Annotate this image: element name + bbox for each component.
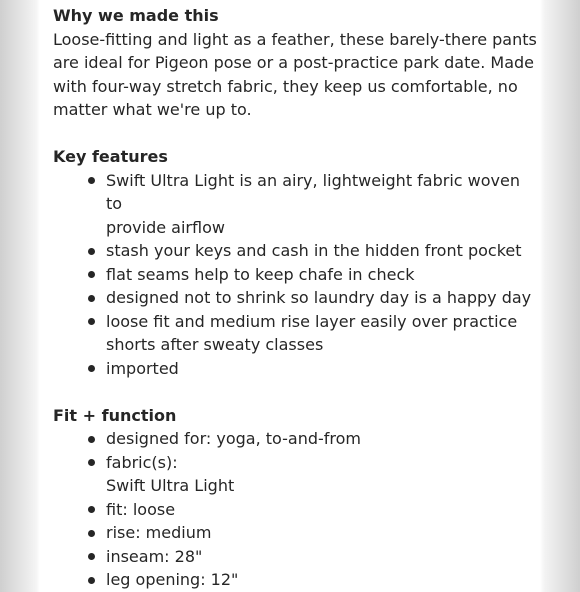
list-item-text: provide airflow bbox=[106, 217, 225, 237]
bullet-icon bbox=[88, 295, 95, 302]
why-line: with four-way stretch fabric, they keep us comfortable, no bbox=[53, 76, 518, 96]
list-item bbox=[53, 310, 538, 357]
section-spacer bbox=[53, 380, 538, 404]
fit-heading: Fit + function bbox=[53, 405, 177, 425]
bullet-icon bbox=[88, 436, 95, 443]
fit-list bbox=[53, 427, 538, 592]
bullet-icon bbox=[88, 318, 95, 325]
list-item bbox=[53, 451, 538, 498]
list-item-text: shorts after sweaty classes bbox=[106, 335, 324, 354]
list-item bbox=[53, 286, 538, 310]
list-item bbox=[53, 357, 538, 381]
list-item-text: designed not to shrink so laundry day is a happy day bbox=[106, 288, 532, 307]
list-item bbox=[53, 521, 538, 545]
list-item bbox=[53, 427, 538, 451]
list-item bbox=[53, 169, 538, 240]
bullet-icon bbox=[88, 177, 95, 184]
list-item bbox=[53, 545, 538, 569]
product-description-page bbox=[40, 0, 540, 589]
list-item-text: Swift Ultra Light bbox=[106, 476, 235, 495]
why-heading: Why we made this bbox=[53, 6, 219, 25]
list-item-text: designed for: yoga, to-and-from bbox=[106, 429, 361, 448]
section-spacer bbox=[53, 122, 538, 146]
list-item-text: flat seams help to keep chafe in check bbox=[106, 264, 415, 284]
list-item-text: leg opening: 12" bbox=[106, 570, 239, 589]
list-item-text: loose fit and medium rise layer easily over practice bbox=[106, 311, 518, 331]
list-item bbox=[53, 239, 538, 263]
bullet-icon bbox=[88, 271, 95, 278]
bullet-icon bbox=[88, 365, 95, 372]
bullet-icon bbox=[88, 577, 95, 584]
list-item-text: inseam: 28" bbox=[106, 546, 203, 566]
features-list bbox=[53, 169, 538, 381]
bullet-icon bbox=[88, 530, 95, 537]
bullet-icon bbox=[88, 248, 95, 255]
list-item-text: Swift Ultra Light is an airy, lightweight fabric woven to bbox=[106, 170, 520, 213]
why-line: matter what we're up to. bbox=[53, 100, 252, 119]
bullet-icon bbox=[88, 553, 95, 560]
list-item-text: rise: medium bbox=[106, 523, 212, 542]
bullet-icon bbox=[88, 459, 95, 466]
list-item-text: fit: loose bbox=[106, 499, 176, 519]
list-item bbox=[53, 263, 538, 287]
why-line: are ideal for Pigeon pose or a post-practice park date. Made bbox=[53, 53, 534, 72]
list-item-text: imported bbox=[106, 358, 179, 378]
product-description bbox=[53, 4, 538, 592]
why-line: Loose-fitting and light as a feather, these barely-there pants bbox=[53, 29, 537, 49]
list-item-text: stash your keys and cash in the hidden front pocket bbox=[106, 241, 522, 260]
features-heading: Key features bbox=[53, 147, 168, 166]
list-item-text: fabric(s): bbox=[106, 452, 178, 472]
why-paragraph bbox=[53, 28, 538, 122]
list-item bbox=[53, 498, 538, 522]
bullet-icon bbox=[88, 506, 95, 513]
